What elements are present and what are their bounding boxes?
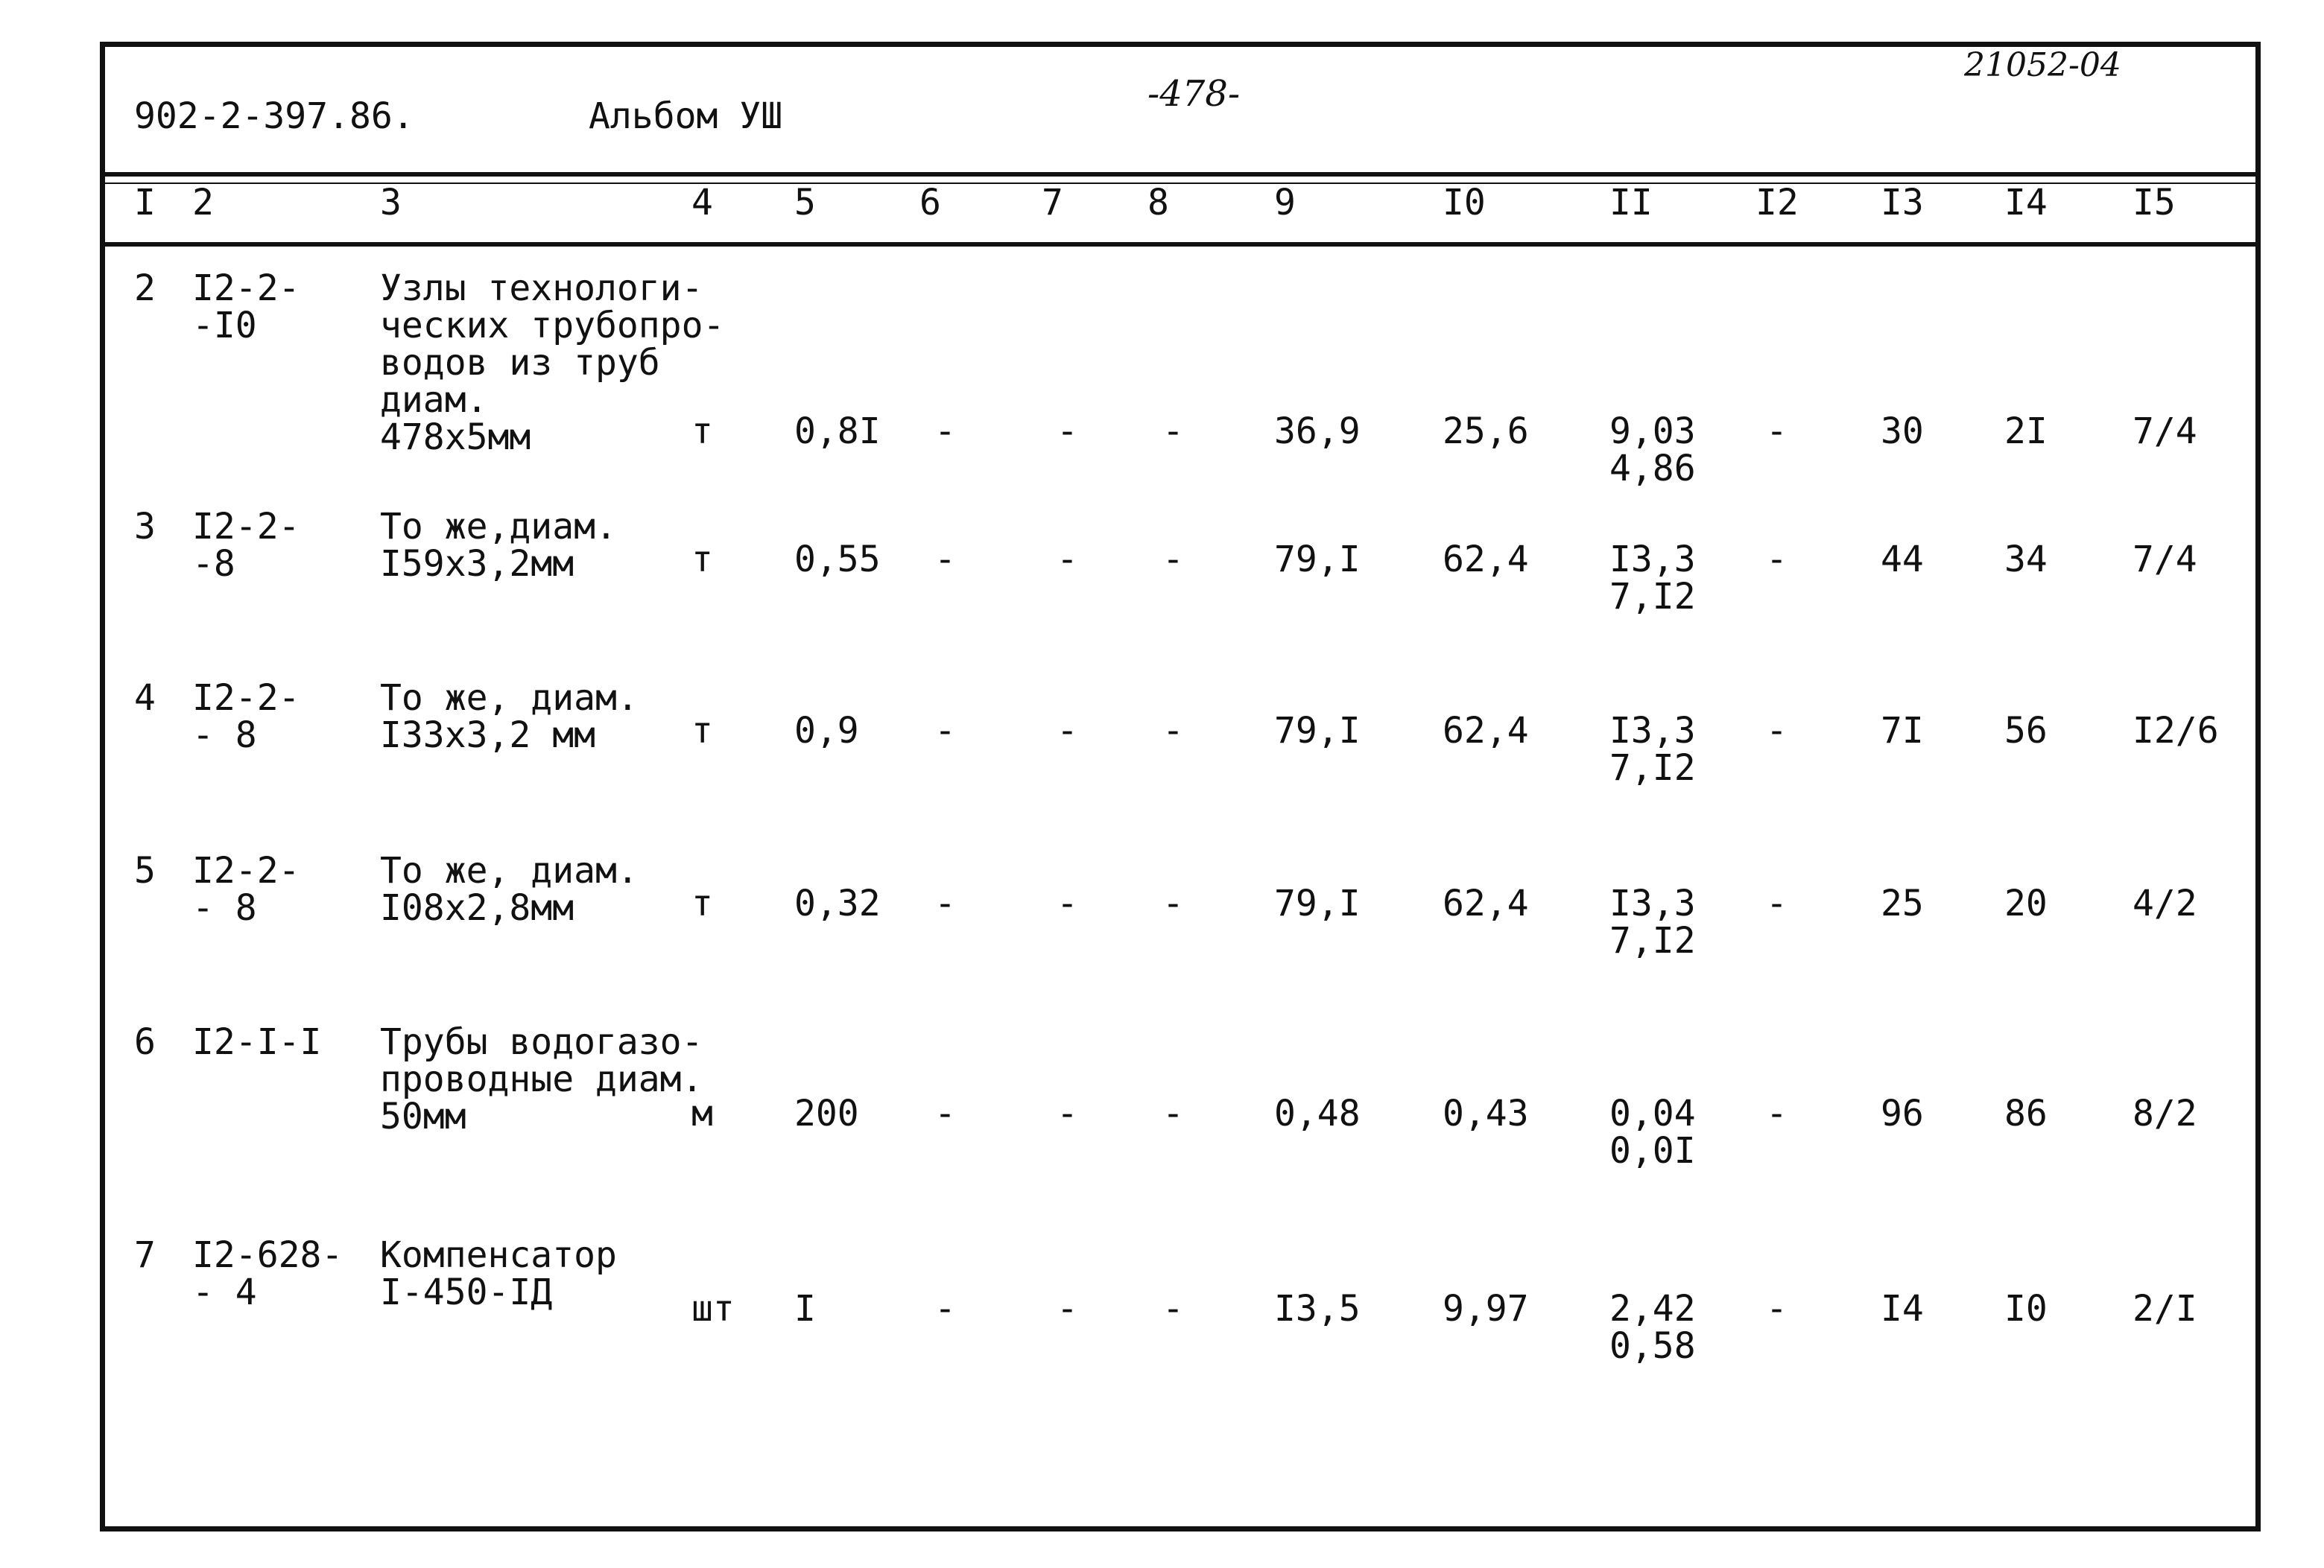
col11-value: I3,3 7,I2 (1609, 710, 1696, 789)
col14-value: 86 (2004, 1093, 2048, 1134)
col13-value: 96 (1881, 1093, 1924, 1134)
work-description: Трубы водогазо- проводные диам. 50мм (380, 1021, 703, 1137)
work-description: Компенсатор I-450-IД (380, 1234, 617, 1313)
column-number: I0 (1443, 182, 1486, 223)
col11-value: 9,03 4,86 (1609, 410, 1696, 489)
col10-value: 62,4 (1443, 710, 1529, 752)
rate-code: I2-I-I (192, 1021, 322, 1063)
column-number: I3 (1881, 182, 1924, 223)
rate-code: I2-628- - 4 (192, 1234, 343, 1313)
album-label: Альбом УШ (589, 95, 783, 137)
rate-code: I2-2- - 8 (192, 677, 300, 756)
col14-value: 20 (2004, 883, 2048, 924)
col10-value: 62,4 (1443, 539, 1529, 580)
col8-value: - (1162, 1093, 1184, 1134)
row-number: 5 (134, 850, 156, 892)
col6-value: - (934, 1288, 956, 1330)
col15-value: 2/I (2133, 1288, 2197, 1330)
row-number: 2 (134, 267, 156, 309)
col12-value: - (1766, 539, 1788, 580)
column-number: I5 (2133, 182, 2176, 223)
row-number: 4 (134, 677, 156, 719)
col10-value: 62,4 (1443, 883, 1529, 924)
col9-value: 36,9 (1274, 410, 1361, 452)
quantity: 0,9 (794, 710, 859, 752)
col7-value: - (1057, 1093, 1078, 1134)
col14-value: I0 (2004, 1288, 2048, 1330)
col9-value: I3,5 (1274, 1288, 1361, 1330)
col14-value: 56 (2004, 710, 2048, 752)
col9-value: 79,I (1274, 710, 1361, 752)
quantity: 0,8I (794, 410, 881, 452)
col10-value: 0,43 (1443, 1093, 1529, 1134)
col6-value: - (934, 539, 956, 580)
unit-of-measure: т (691, 710, 713, 752)
col11-value: I3,3 7,I2 (1609, 883, 1696, 962)
col15-value: 7/4 (2133, 410, 2197, 452)
col11-value: 0,04 0,0I (1609, 1093, 1696, 1172)
stamp-number: 21052-04 (1964, 46, 2121, 84)
rate-code: I2-2- -8 (192, 506, 300, 585)
column-number: I2 (1755, 182, 1799, 223)
col8-value: - (1162, 410, 1184, 452)
col12-value: - (1766, 410, 1788, 452)
col15-value: 4/2 (2133, 883, 2197, 924)
quantity: I (794, 1288, 816, 1330)
col6-value: - (934, 883, 956, 924)
header-rule-top (105, 172, 2255, 177)
row-number: 7 (134, 1234, 156, 1276)
col8-value: - (1162, 1288, 1184, 1330)
column-number: I4 (2004, 182, 2048, 223)
col13-value: I4 (1881, 1288, 1924, 1330)
work-description: То же, диам. I08х2,8мм (380, 850, 639, 929)
col13-value: 25 (1881, 883, 1924, 924)
unit-of-measure: т (691, 539, 713, 580)
column-number: 9 (1274, 182, 1296, 223)
col8-value: - (1162, 539, 1184, 580)
col15-value: 8/2 (2133, 1093, 2197, 1134)
doc-code: 902-2-397.86. (134, 95, 414, 137)
unit-of-measure: м (691, 1093, 713, 1134)
col7-value: - (1057, 1288, 1078, 1330)
col9-value: 79,I (1274, 883, 1361, 924)
work-description: Узлы технологи- ческих трубопро- водов из труб диам. 478х5мм (380, 267, 725, 458)
col6-value: - (934, 710, 956, 752)
rate-code: I2-2- - 8 (192, 850, 300, 929)
col13-value: 30 (1881, 410, 1924, 452)
col13-value: 7I (1881, 710, 1924, 752)
header-rule-bottom (105, 242, 2255, 247)
col11-value: 2,42 0,58 (1609, 1288, 1696, 1367)
column-number: 3 (380, 182, 402, 223)
col10-value: 25,6 (1443, 410, 1529, 452)
column-number: II (1609, 182, 1653, 223)
col15-value: I2/6 (2133, 710, 2219, 752)
quantity: 0,55 (794, 539, 881, 580)
unit-of-measure: т (691, 410, 713, 452)
unit-of-measure: шт (691, 1288, 735, 1330)
col10-value: 9,97 (1443, 1288, 1529, 1330)
column-number: 5 (794, 182, 816, 223)
column-number: 2 (192, 182, 214, 223)
column-number: 4 (691, 182, 713, 223)
unit-of-measure: т (691, 883, 713, 924)
col8-value: - (1162, 710, 1184, 752)
column-number: 7 (1042, 182, 1063, 223)
header-rule-thin (105, 182, 2255, 184)
col15-value: 7/4 (2133, 539, 2197, 580)
col13-value: 44 (1881, 539, 1924, 580)
quantity: 200 (794, 1093, 859, 1134)
col11-value: I3,3 7,I2 (1609, 539, 1696, 618)
col9-value: 0,48 (1274, 1093, 1361, 1134)
col14-value: 2I (2004, 410, 2048, 452)
col8-value: - (1162, 883, 1184, 924)
row-number: 6 (134, 1021, 156, 1063)
col7-value: - (1057, 883, 1078, 924)
col12-value: - (1766, 1288, 1788, 1330)
col12-value: - (1766, 710, 1788, 752)
rate-code: I2-2- -I0 (192, 267, 300, 346)
work-description: То же, диам. I33х3,2 мм (380, 677, 639, 756)
row-number: 3 (134, 506, 156, 547)
column-number: I (134, 182, 156, 223)
col12-value: - (1766, 1093, 1788, 1134)
column-number: 6 (919, 182, 941, 223)
col6-value: - (934, 410, 956, 452)
col12-value: - (1766, 883, 1788, 924)
page-number: -478- (1147, 73, 1241, 115)
col7-value: - (1057, 710, 1078, 752)
column-number: 8 (1147, 182, 1169, 223)
work-description: То же,диам. I59х3,2мм (380, 506, 617, 585)
quantity: 0,32 (794, 883, 881, 924)
col7-value: - (1057, 410, 1078, 452)
col9-value: 79,I (1274, 539, 1361, 580)
col14-value: 34 (2004, 539, 2048, 580)
col7-value: - (1057, 539, 1078, 580)
col6-value: - (934, 1093, 956, 1134)
